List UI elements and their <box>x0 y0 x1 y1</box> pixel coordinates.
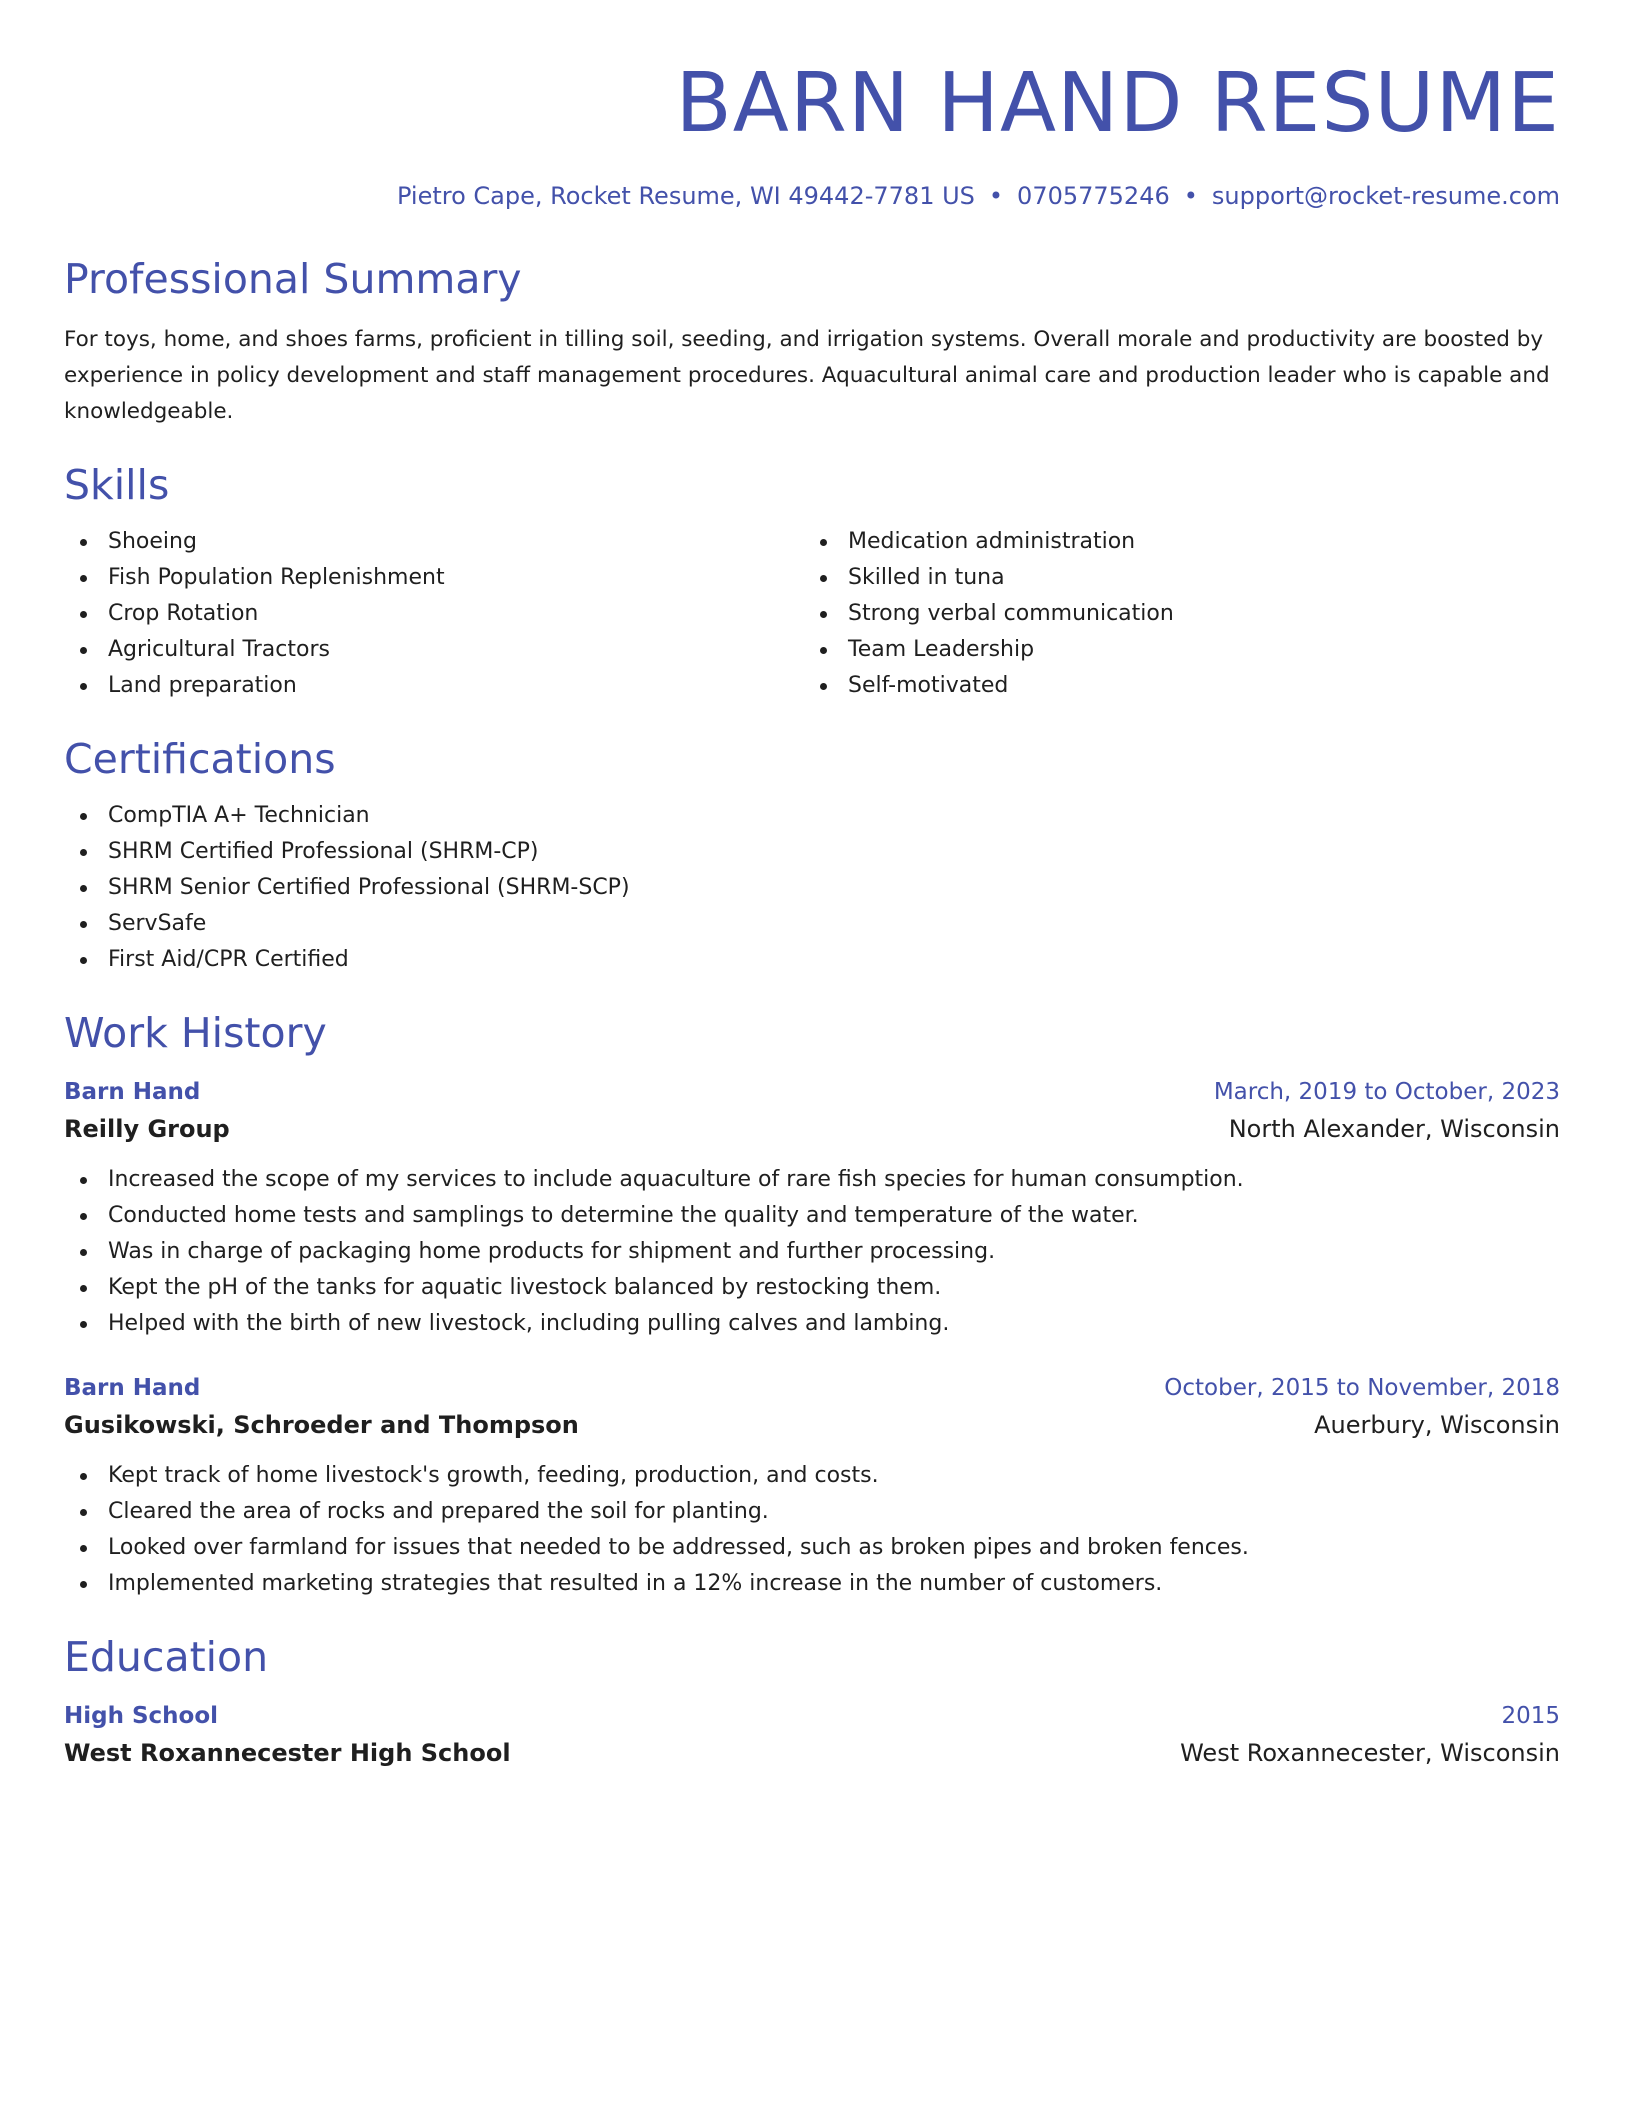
job-duties-list <box>64 1162 1560 1342</box>
resume-title: BARN HAND RESUME <box>675 56 1560 151</box>
skill-item: Agricultural Tractors <box>64 632 804 668</box>
contact-line <box>64 180 1560 212</box>
summary-text: For toys, home, and shoes farms, proficient in tilling soil, seeding, and irrigation systems. Overall morale and productivity are boosted by experience in policy development and staff management procedures. Aquacultural animal care and production leader who is capable and knowledgeable. <box>64 327 1550 424</box>
skill-item: Fish Population Replenishment <box>64 560 804 596</box>
job-duty-item: Looked over farmland for issues that needed to be addressed, such as broken pipes and broken fences. <box>64 1530 1560 1566</box>
school-location: West Roxannecester, Wisconsin <box>1180 1739 1560 1767</box>
job-location: North Alexander, Wisconsin <box>1228 1115 1560 1143</box>
certifications-list <box>64 798 1560 978</box>
skills-column-right <box>804 524 1544 704</box>
company-name: Reilly Group <box>64 1115 230 1143</box>
school-name: West Roxannecester High School <box>64 1739 511 1767</box>
job-duty-item: Implemented marketing strategies that resulted in a 12% increase in the number of customers. <box>64 1566 1560 1602</box>
skill-item: Self-motivated <box>804 668 1544 704</box>
certification-item: SHRM Certified Professional (SHRM-CP) <box>64 834 1560 870</box>
email-link[interactable]: support@rocket-resume.com <box>1211 182 1560 210</box>
skill-item: Medication administration <box>804 524 1544 560</box>
phone-text: 0705775246 <box>1017 182 1170 210</box>
separator-dot: • <box>1183 182 1198 210</box>
skills-list <box>64 524 1560 704</box>
certification-item: SHRM Senior Certified Professional (SHRM-SCP) <box>64 870 1560 906</box>
skill-item: Skilled in tuna <box>804 560 1544 596</box>
skill-item: Strong verbal communication <box>804 596 1544 632</box>
job-title: Barn Hand <box>64 1375 201 1401</box>
education-entry <box>64 1698 1560 1772</box>
graduation-year: 2015 <box>1501 1703 1560 1729</box>
certification-item: ServSafe <box>64 906 1560 942</box>
certification-item: CompTIA A+ Technician <box>64 798 1560 834</box>
job-dates: October, 2015 to November, 2018 <box>1164 1375 1560 1401</box>
skills-heading: Skills <box>64 461 170 509</box>
skill-item: Team Leadership <box>804 632 1544 668</box>
job-duty-item: Kept the pH of the tanks for aquatic livestock balanced by restocking them. <box>64 1270 1560 1306</box>
certification-item: First Aid/CPR Certified <box>64 942 1560 978</box>
job-duty-item: Conducted home tests and samplings to determine the quality and temperature of the water. <box>64 1198 1560 1234</box>
work-history-heading: Work History <box>64 1009 327 1057</box>
separator-dot: • <box>988 182 1004 210</box>
education-heading: Education <box>64 1633 269 1681</box>
job-title: Barn Hand <box>64 1079 201 1105</box>
company-name: Gusikowski, Schroeder and Thompson <box>64 1411 579 1439</box>
degree-name: High School <box>64 1703 219 1729</box>
skill-item: Shoeing <box>64 524 804 560</box>
job-entry <box>64 1370 1560 1602</box>
job-duties-list <box>64 1458 1560 1602</box>
summary-heading: Professional Summary <box>64 255 522 303</box>
address-text: Pietro Cape, Rocket Resume, WI 49442-7781 US <box>396 182 975 210</box>
skill-item: Land preparation <box>64 668 804 704</box>
job-duty-item: Kept track of home livestock's growth, feeding, production, and costs. <box>64 1458 1560 1494</box>
job-location: Auerbury, Wisconsin <box>1314 1411 1560 1439</box>
job-duty-item: Was in charge of packaging home products for shipment and further processing. <box>64 1234 1560 1270</box>
job-duty-item: Helped with the birth of new livestock, including pulling calves and lambing. <box>64 1306 1560 1342</box>
resume-page <box>64 0 1560 1772</box>
skill-item: Crop Rotation <box>64 596 804 632</box>
job-duty-item: Increased the scope of my services to include aquaculture of rare fish species for human consumption. <box>64 1162 1560 1198</box>
job-entry <box>64 1074 1560 1342</box>
job-duty-item: Cleared the area of rocks and prepared the soil for planting. <box>64 1494 1560 1530</box>
skills-column-left <box>64 524 804 704</box>
certifications-heading: Certifications <box>64 735 336 783</box>
job-dates: March, 2019 to October, 2023 <box>1213 1079 1560 1105</box>
